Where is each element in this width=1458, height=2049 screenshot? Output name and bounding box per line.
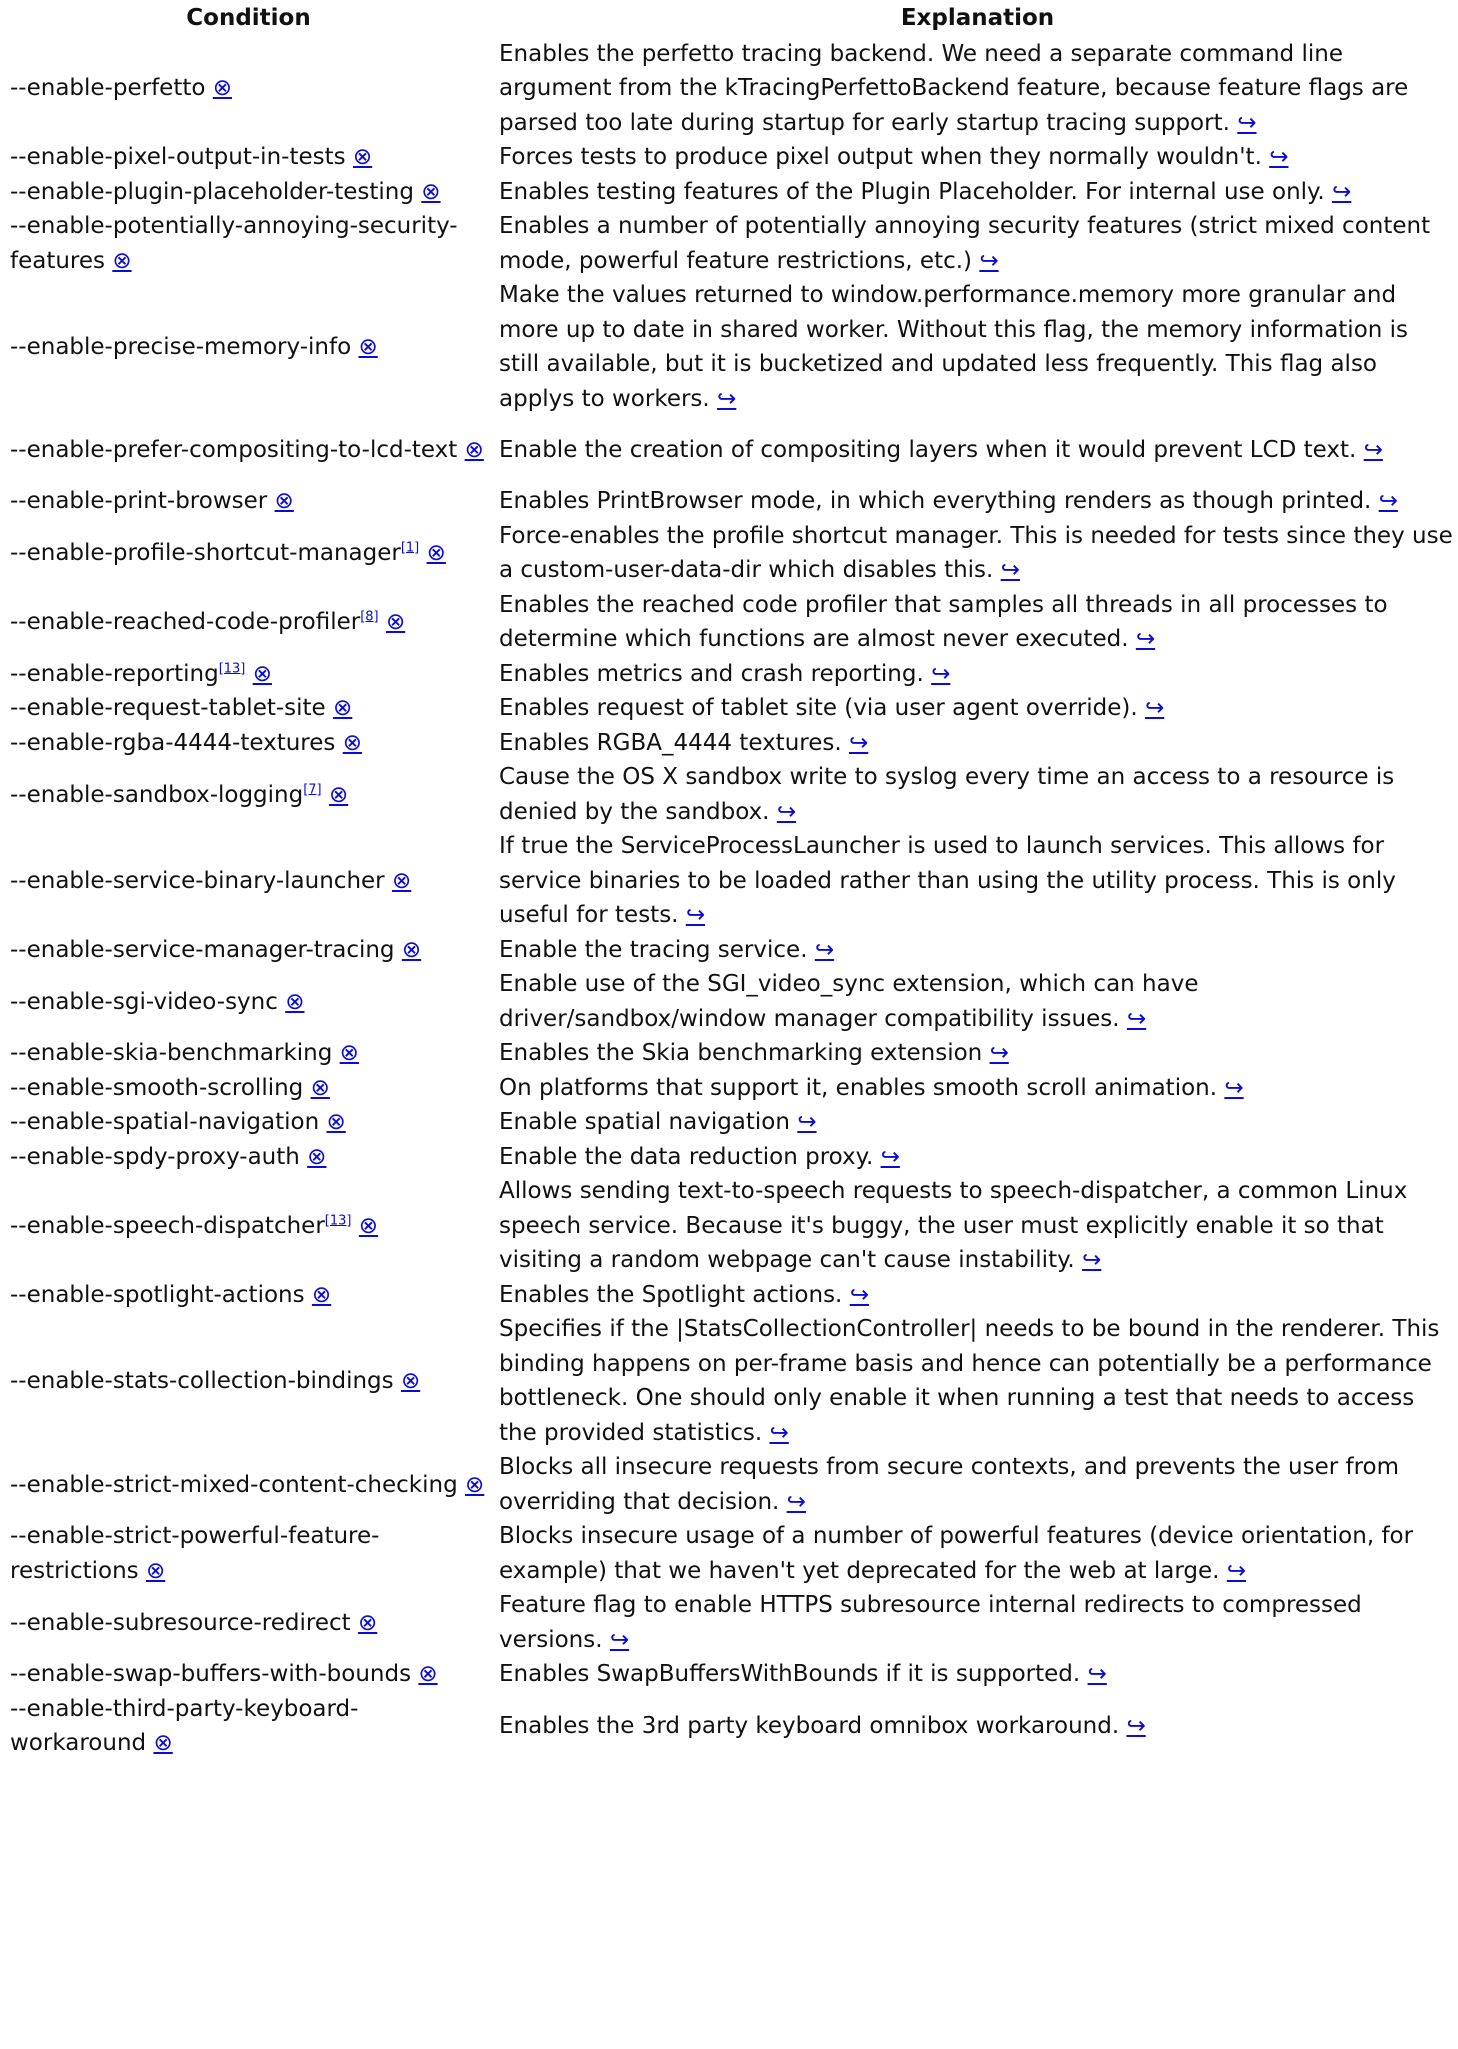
explanation-cell <box>497 1140 1458 1175</box>
flag-name: --enable-skia-benchmarking <box>10 1040 333 1067</box>
return-arrow-icon[interactable]: ↪ <box>769 1419 789 1446</box>
return-arrow-icon[interactable]: ↪ <box>1087 1661 1107 1688</box>
flag-name: --enable-perfetto <box>10 75 206 102</box>
table-row <box>0 1588 1458 1657</box>
table-row <box>0 691 1458 726</box>
return-arrow-icon[interactable]: ↪ <box>797 1109 817 1136</box>
return-arrow-icon[interactable]: ↪ <box>814 936 835 963</box>
anchor-link-icon[interactable]: ⊗ <box>307 1143 327 1170</box>
anchor-link-icon[interactable]: ⊗ <box>418 1661 438 1688</box>
explanation-cell <box>497 691 1458 726</box>
flag-name: --enable-service-binary-launcher <box>10 867 385 894</box>
explanation-cell <box>497 1312 1458 1450</box>
condition-cell <box>0 1278 497 1313</box>
table-row <box>0 760 1458 829</box>
condition-cell <box>0 140 497 175</box>
anchor-link-icon[interactable]: ⊗ <box>145 1557 166 1584</box>
anchor-link-icon[interactable]: ⊗ <box>285 988 305 1015</box>
flag-name: --enable-swap-buffers-with-bounds <box>10 1661 412 1688</box>
return-arrow-icon[interactable]: ↪ <box>1226 1557 1247 1584</box>
explanation-cell <box>497 588 1458 657</box>
table-row <box>0 1519 1458 1588</box>
return-arrow-icon[interactable]: ↪ <box>1269 144 1289 171</box>
anchor-link-icon[interactable]: ⊗ <box>311 1281 332 1308</box>
condition-cell <box>0 1071 497 1106</box>
table-row <box>0 726 1458 761</box>
table-row <box>0 1692 1458 1761</box>
condition-cell <box>0 657 497 692</box>
explanation-text: Enable spatial navigation <box>499 1109 790 1136</box>
explanation-cell <box>497 933 1458 968</box>
table-header-row <box>0 0 1458 37</box>
explanation-cell <box>497 484 1458 519</box>
table-row <box>0 829 1458 933</box>
anchor-link-icon[interactable]: ⊗ <box>328 781 349 808</box>
explanation-cell <box>497 760 1458 829</box>
condition-cell <box>0 1174 497 1278</box>
return-arrow-icon[interactable]: ↪ <box>931 660 951 687</box>
condition-cell <box>0 1450 497 1519</box>
explanation-cell <box>497 175 1458 210</box>
return-arrow-icon[interactable]: ↪ <box>1135 626 1156 653</box>
return-arrow-icon[interactable]: ↪ <box>1082 1247 1102 1274</box>
anchor-link-icon[interactable]: ⊗ <box>212 75 233 102</box>
condition-cell <box>0 278 497 416</box>
flag-name: --enable-rgba-4444-textures <box>10 729 336 756</box>
condition-cell <box>0 588 497 657</box>
explanation-text: Enables the Spotlight actions. <box>499 1281 843 1308</box>
table-row <box>0 1312 1458 1450</box>
flag-name: --enable-sandbox-logging <box>10 781 304 808</box>
explanation-text: Enables the Skia benchmarking extension <box>499 1040 983 1067</box>
return-arrow-icon[interactable]: ↪ <box>848 729 869 756</box>
condition-cell <box>0 1657 497 1692</box>
table-row <box>0 1174 1458 1278</box>
explanation-cell <box>497 1519 1458 1588</box>
return-arrow-icon[interactable]: ↪ <box>1144 695 1165 722</box>
table-row <box>0 1278 1458 1313</box>
condition-cell <box>0 760 497 829</box>
reference-link[interactable]: [8] <box>360 609 379 625</box>
explanation-text: Feature flag to enable HTTPS subresource internal redirects to compressed versions. <box>499 1592 1362 1653</box>
anchor-link-icon[interactable]: ⊗ <box>426 540 446 566</box>
flag-name: --enable-potentially-annoying-security-features <box>10 213 458 274</box>
condition-cell <box>0 1519 497 1588</box>
return-arrow-icon[interactable]: ↪ <box>609 1626 630 1653</box>
return-arrow-icon[interactable]: ↪ <box>1237 109 1257 136</box>
table-row <box>0 933 1458 968</box>
flag-name: --enable-service-manager-tracing <box>10 936 395 963</box>
reference-link[interactable]: [1] <box>400 540 420 556</box>
return-arrow-icon[interactable]: ↪ <box>786 1488 806 1515</box>
explanation-text: Allows sending text-to-speech requests to speech-dispatcher, a common Linux speech service. Because it's buggy, the user must explicitly enable it so that visiting a random webpage can't cause instability. <box>499 1178 1408 1274</box>
flag-name: --enable-request-tablet-site <box>10 695 326 722</box>
explanation-cell <box>497 1036 1458 1071</box>
explanation-cell <box>497 1450 1458 1519</box>
table-row <box>0 588 1458 657</box>
anchor-link-icon[interactable]: ⊗ <box>401 936 422 963</box>
flag-name: --enable-stats-collection-bindings <box>10 1368 394 1394</box>
return-arrow-icon[interactable]: ↪ <box>1126 1005 1147 1032</box>
anchor-link-icon[interactable]: ⊗ <box>153 1730 173 1757</box>
explanation-text: Enables the reached code profiler that samples all threads in all processes to determine which functions are almost never executed. <box>499 591 1388 653</box>
table-row <box>0 416 1458 484</box>
flag-name: --enable-strict-mixed-content-checking <box>10 1471 458 1498</box>
explanation-text: Enables metrics and crash reporting. <box>499 660 924 687</box>
explanation-text: Enables a number of potentially annoying security features (strict mixed content mode, powerful feature restrictions, etc.) <box>499 213 1431 274</box>
flag-name: --enable-spatial-navigation <box>10 1109 320 1136</box>
flag-name: --enable-spotlight-actions <box>10 1281 305 1308</box>
anchor-link-icon[interactable]: ⊗ <box>339 1040 359 1067</box>
explanation-cell <box>497 1278 1458 1313</box>
flag-name: --enable-profile-shortcut-manager <box>10 540 401 566</box>
explanation-text: Enables RGBA_4444 textures. <box>499 729 842 756</box>
explanation-cell <box>497 1071 1458 1106</box>
explanation-cell <box>497 1105 1458 1140</box>
return-arrow-icon[interactable]: ↪ <box>717 385 737 412</box>
anchor-link-icon[interactable]: ⊗ <box>358 334 378 360</box>
condition-cell <box>0 484 497 519</box>
table-row <box>0 1450 1458 1519</box>
anchor-link-icon[interactable]: ⊗ <box>112 247 132 274</box>
condition-cell <box>0 967 497 1036</box>
explanation-text: Enable the tracing service. <box>499 936 808 963</box>
flag-name: --enable-plugin-placeholder-testing <box>10 178 414 205</box>
explanation-cell <box>497 1657 1458 1692</box>
reference-link[interactable]: [13] <box>218 661 246 677</box>
table-row <box>0 140 1458 175</box>
return-arrow-icon[interactable]: ↪ <box>989 1040 1009 1067</box>
reference-link[interactable]: [7] <box>303 781 322 797</box>
explanation-text: Force-enables the profile shortcut manager. This is needed for tests since they use a custom-user-data-dir which disables this. <box>499 522 1453 584</box>
anchor-link-icon[interactable]: ⊗ <box>464 437 484 463</box>
return-arrow-icon[interactable]: ↪ <box>1126 1713 1146 1739</box>
explanation-text: Forces tests to produce pixel output when they normally wouldn't. <box>499 144 1262 171</box>
explanation-text: Specifies if the |StatsCollectionController| needs to be bound in the renderer. This binding happens on per-frame basis and hence can potentially be a performance bottleneck. One should only enable it when running a test that needs to access the provided statistics. <box>499 1316 1440 1446</box>
explanation-cell <box>497 1692 1458 1761</box>
anchor-link-icon[interactable]: ⊗ <box>357 1609 378 1636</box>
explanation-text: Cause the OS X sandbox write to syslog every time an access to a resource is denied by the sandbox. <box>499 764 1395 825</box>
explanation-text: Enables the 3rd party keyboard omnibox workaround. <box>499 1713 1120 1739</box>
table-row <box>0 175 1458 210</box>
anchor-link-icon[interactable]: ⊗ <box>465 1471 485 1498</box>
condition-cell <box>0 1036 497 1071</box>
return-arrow-icon[interactable]: ↪ <box>849 1281 869 1308</box>
anchor-link-icon[interactable]: ⊗ <box>252 660 272 687</box>
anchor-link-icon[interactable]: ⊗ <box>333 695 353 722</box>
flag-name: --enable-smooth-scrolling <box>10 1074 304 1101</box>
anchor-link-icon[interactable]: ⊗ <box>352 144 373 171</box>
explanation-text: Enable the creation of compositing layers when it would prevent LCD text. <box>499 437 1357 463</box>
condition-cell <box>0 519 497 588</box>
flag-name: --enable-sgi-video-sync <box>10 988 278 1015</box>
flag-name: --enable-subresource-redirect <box>10 1609 351 1636</box>
return-arrow-icon[interactable]: ↪ <box>1332 178 1352 205</box>
flag-name: --enable-reached-code-profiler <box>10 609 361 635</box>
header-condition: Condition <box>186 5 311 31</box>
explanation-cell <box>497 209 1458 278</box>
table-row <box>0 1140 1458 1175</box>
anchor-link-icon[interactable]: ⊗ <box>326 1109 346 1136</box>
condition-cell <box>0 416 497 484</box>
condition-cell <box>0 1312 497 1450</box>
condition-cell <box>0 933 497 968</box>
condition-cell <box>0 1692 497 1761</box>
explanation-text: On platforms that support it, enables smooth scroll animation. <box>499 1074 1218 1101</box>
explanation-text: Enables request of tablet site (via user agent override). <box>499 695 1138 722</box>
table-row <box>0 278 1458 416</box>
explanation-text: Make the values returned to window.performance.memory more granular and more up to date in shared worker. Without this flag, the memory information is still available, but it is bucketized and updated less frequently. This flag also applys to workers. <box>499 282 1409 412</box>
table-row <box>0 37 1458 141</box>
anchor-link-icon[interactable]: ⊗ <box>342 729 362 756</box>
explanation-text: Blocks insecure usage of a number of powerful features (device orientation, for example) that we haven't yet deprecated for the web at large. <box>499 1523 1414 1584</box>
table-row <box>0 1071 1458 1106</box>
condition-cell <box>0 1105 497 1140</box>
explanation-text: Enables PrintBrowser mode, in which everything renders as though printed. <box>499 488 1372 515</box>
explanation-text: Enables the perfetto tracing backend. We need a separate command line argument from the kTracingPerfettoBackend feature, because feature flags are parsed too late during startup for early startup tracing support. <box>499 40 1409 136</box>
explanation-cell <box>497 726 1458 761</box>
flag-name: --enable-pixel-output-in-tests <box>10 144 346 171</box>
anchor-link-icon[interactable]: ⊗ <box>274 488 294 515</box>
condition-cell <box>0 175 497 210</box>
table-row <box>0 1657 1458 1692</box>
flag-name: --enable-third-party-keyboard-workaround <box>10 1695 359 1757</box>
return-arrow-icon[interactable]: ↪ <box>1224 1074 1244 1101</box>
explanation-text: If true the ServiceProcessLauncher is used to launch services. This allows for service binaries to be loaded rather than using the utility process. This is only useful for tests. <box>499 833 1396 929</box>
explanation-cell <box>497 1588 1458 1657</box>
return-arrow-icon[interactable]: ↪ <box>1378 488 1398 515</box>
explanation-cell <box>497 829 1458 933</box>
flag-name: --enable-speech-dispatcher <box>10 1212 325 1239</box>
return-arrow-icon[interactable]: ↪ <box>1000 557 1020 584</box>
explanation-cell <box>497 140 1458 175</box>
condition-cell <box>0 1588 497 1657</box>
return-arrow-icon[interactable]: ↪ <box>880 1143 900 1170</box>
explanation-cell <box>497 416 1458 484</box>
table-row <box>0 1036 1458 1071</box>
condition-cell <box>0 691 497 726</box>
table-row <box>0 519 1458 588</box>
anchor-link-icon[interactable]: ⊗ <box>310 1074 330 1101</box>
explanation-cell <box>497 967 1458 1036</box>
condition-cell <box>0 209 497 278</box>
anchor-link-icon[interactable]: ⊗ <box>400 1368 421 1394</box>
explanation-cell <box>497 37 1458 141</box>
explanation-cell <box>497 1174 1458 1278</box>
anchor-link-icon[interactable]: ⊗ <box>391 867 412 894</box>
explanation-cell <box>497 519 1458 588</box>
flag-name: --enable-reporting <box>10 660 219 687</box>
flag-name: --enable-prefer-compositing-to-lcd-text <box>10 437 458 463</box>
condition-cell <box>0 726 497 761</box>
anchor-link-icon[interactable]: ⊗ <box>421 178 441 205</box>
explanation-text: Enables SwapBuffersWithBounds if it is supported. <box>499 1661 1081 1688</box>
return-arrow-icon[interactable]: ↪ <box>776 798 797 825</box>
table-row <box>0 209 1458 278</box>
header-explanation: Explanation <box>900 5 1055 31</box>
table-row <box>0 484 1458 519</box>
flag-name: --enable-strict-powerful-feature-restrictions <box>10 1523 380 1584</box>
flag-name: --enable-precise-memory-info <box>10 334 352 360</box>
return-arrow-icon[interactable]: ↪ <box>979 247 999 274</box>
anchor-link-icon[interactable]: ⊗ <box>358 1212 379 1239</box>
explanation-cell <box>497 657 1458 692</box>
explanation-text: Enable use of the SGI_video_sync extension, which can have driver/sandbox/window manager compatibility issues. <box>499 971 1199 1032</box>
return-arrow-icon[interactable]: ↪ <box>1363 437 1383 463</box>
flag-name: --enable-print-browser <box>10 488 268 515</box>
table-row <box>0 657 1458 692</box>
condition-cell <box>0 1140 497 1175</box>
condition-cell <box>0 829 497 933</box>
reference-link[interactable]: [13] <box>324 1213 352 1229</box>
explanation-text: Blocks all insecure requests from secure contexts, and prevents the user from overriding that decision. <box>499 1454 1400 1515</box>
explanation-text: Enable the data reduction proxy. <box>499 1143 874 1170</box>
table-row <box>0 967 1458 1036</box>
explanation-text: Enables testing features of the Plugin Placeholder. For internal use only. <box>499 178 1325 205</box>
anchor-link-icon[interactable]: ⊗ <box>385 609 406 635</box>
return-arrow-icon[interactable]: ↪ <box>685 902 706 929</box>
condition-cell <box>0 37 497 141</box>
explanation-cell <box>497 278 1458 416</box>
flag-name: --enable-spdy-proxy-auth <box>10 1143 300 1170</box>
table-row <box>0 1105 1458 1140</box>
